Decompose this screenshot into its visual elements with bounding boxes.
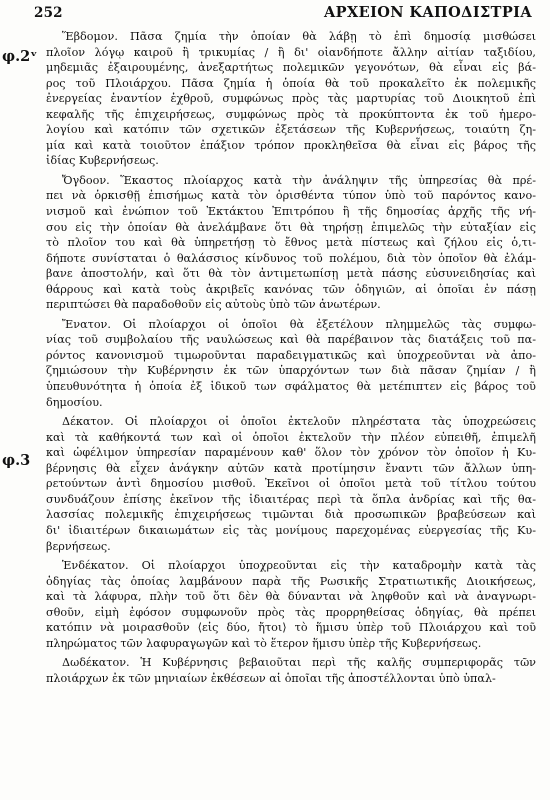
paragraph bbox=[46, 414, 536, 554]
text-line: ὑπευθυνότητα ἡ ὁποία ἐξ ἰδικοῦ των σφάλματος θὰ μετέπιπτεν εἰς βάρος τοῦ bbox=[46, 380, 536, 394]
paragraph bbox=[46, 317, 536, 410]
text-line: κατόπιν νὰ μοιρασθοῦν ⟨εἰς δύο, ἤτοι⟩ τὸ ἥμισυ ὑπὲρ τοῦ Πλοιάρχου καὶ τοῦ bbox=[46, 621, 536, 635]
text-line: Ἔνατον. Οἱ πλοίαρχοι οἱ ὁποῖοι θὰ ἐξετέλουν πλημμελῶς τὰς συμφω- bbox=[62, 317, 536, 331]
text-line: τὸ πλοῖον του καὶ θὰ ὑπηρετήσῃ τὸ ἔθνος μετὰ πίστεως καὶ ζήλου εἰς ὁ,τι- bbox=[46, 236, 536, 250]
text-line: πλοῖον λόγῳ καιροῦ ἢ τρικυμίας / ἢ δι' οἱανδήποτε ἄλλην αἰτίαν ταξιδίου, bbox=[46, 45, 536, 59]
text-line: ρετούντων ἀντὶ δημοσίου μισθοῦ. Ἐκεῖνοι οἱ ὁποῖοι μετὰ τοῦ τίτλου τούτου bbox=[46, 477, 536, 491]
text-line: καὶ τὰ λάφυρα, πλὴν τοῦ ὅτι δὲν θὰ δύνανται νὰ ληφθοῦν καὶ νὰ ἀναγνωρι- bbox=[46, 590, 536, 604]
text-line: νίας τοῦ συμβολαίου τῆς ναυλώσεως καὶ θὰ παρέβαινον τὰς διατάξεις τοῦ πα- bbox=[46, 333, 536, 347]
text-line: περιπτώσει θὰ παραδοθοῦν εἰς αὐτοὺς ὑπὸ τῶν ἀνωτέρων. bbox=[46, 298, 381, 312]
text-line: λογίου καὶ κατόπιν τῶν σχετικῶν ἐξετάσεων τῆς Κυβερνήσεως, τοιαύτη ζη- bbox=[46, 123, 536, 137]
text-line: συνδυάζουν ἐπίσης ἐκεῖνον τῆς ἰδιαιτέρας περὶ τὰ ὅπλα ἀνδρίας καὶ τῆς θα- bbox=[46, 492, 536, 506]
page-header bbox=[34, 4, 532, 24]
text-line: ζημιώσουν τὴν Κυβέρνησιν ἐκ τῶν ὑπαρχόντων των διὰ πᾶσαν ζημίαν / ἢ bbox=[46, 364, 536, 378]
text-line: Ἕβδομον. Πᾶσα ζημία τὴν ὁποίαν θὰ λάβῃ τὸ ἐπὶ δημοσίᾳ μισθώσει bbox=[62, 30, 536, 43]
text-line: κεφαλῆς τῆς ἐπιχειρήσεως, συμφώνως πρὸς τὰ προκύπτοντα ἐκ τοῦ ἡμερο- bbox=[46, 107, 536, 121]
text-line: ὁδηγίας τὰς ὁποίας λαμβάνουν παρὰ τῆς Ρωσικῆς Στρατιωτικῆς Διοικήσεως, bbox=[46, 574, 536, 588]
text-line: Δέκατον. Οἱ πλοίαρχοι οἱ ὁποῖοι ἐκτελοῦν πληρέστατα τὰς ὑποχρεώσεις bbox=[62, 415, 536, 429]
text-line: ἐνεργείας ἐναντίον ἐχθροῦ, συμφώνως πρὸς τὰς μαρτυρίας τοῦ Διοικητοῦ ἐπὶ bbox=[46, 92, 536, 106]
text-line: βανε ἀποστολήν, καὶ ὅτι θὰ τὸν ἀντιμετωπίσῃ μετὰ πάσης εὐσυνειδησίας καὶ bbox=[46, 267, 536, 281]
text-line: καὶ ὠφέλιμον ὑπηρεσίαν παραμένουν καθ' ὅλον τὸν χρόνον τὸν ὁποῖον ἡ Κυ- bbox=[46, 446, 536, 460]
text-line: καὶ τὰ καθήκοντά των καὶ οἱ ὁποῖοι ἐκτελοῦν τὴν πλέον εὐπειθῆ, ἐπιμελῆ bbox=[46, 430, 536, 444]
page-number: 252 bbox=[34, 5, 63, 21]
text-line: Ὄγδοον. Ἕκαστος πλοίαρχος κατὰ τὴν ἀνάληψιν τῆς ὑπηρεσίας θὰ πρέ- bbox=[62, 173, 536, 187]
body-text bbox=[46, 29, 536, 690]
text-line: ἰδίας Κυβερνήσεως. bbox=[46, 154, 159, 168]
paragraph bbox=[46, 173, 536, 313]
text-line: ρόντος κανονισμοῦ τιμωροῦνται παραδειγματικῶς καὶ ὑποχρεοῦνται νὰ ἀπο- bbox=[46, 348, 536, 362]
folio-note-2v: φ.2ᵛ bbox=[2, 48, 38, 65]
text-line: σου εἰς τὴν ὁποίαν θὰ ἀνελάμβανε ὅτι θὰ τηρήσῃ ἐπιμελῶς τὴν εὐταξίαν εἰς bbox=[46, 220, 536, 234]
text-line: μία καὶ κατὰ τοιοῦτον ἐπάξιον τρόπον προκληθεῖσα θὰ εἶναι εἰς βάρος τῆς bbox=[46, 138, 536, 152]
text-line: πλοιάρχων ἐκ τῶν μηνιαίων ἐκθέσεων αἱ ὁποῖαι τῆς ἀποστέλλονται ὑπὸ ὑπαλ- bbox=[46, 671, 496, 685]
text-line: δημοσίου. bbox=[46, 395, 103, 409]
paragraph bbox=[46, 558, 536, 651]
text-line: θάρρους καὶ κατὰ τοὺς ἀκριβεῖς κανόνας τῶν ὁδηγιῶν, αἱ ὁποῖαι ἐν πάσῃ bbox=[46, 282, 536, 296]
text-line: σθοῦν, εἰμὴ ἐφόσον συμφωνοῦν πρὸς τὰς προρρηθείσας ὁδηγίας, θὰ πρέπει bbox=[46, 605, 536, 619]
text-line: ρος τοῦ Πλοιάρχου. Πᾶσα ζημία ἡ ὁποία θὰ τοῦ προκαλεῖτο ἐκ πολεμικῆς bbox=[46, 76, 536, 90]
text-line: Ἑνδέκατον. Οἱ πλοίαρχοι ὑποχρεοῦνται εἰς τὴν καταδρομὴν κατὰ τὰς bbox=[62, 559, 536, 573]
text-line: δι' ἰδιαιτέρων δικαιωμάτων εἰς τὰς μονίμους παρεχομένας εὐεργεσίας τῆς Κυ- bbox=[46, 523, 536, 537]
running-title: ΑΡΧΕΙΟΝ ΚΑΠΟΔΙΣΤΡΙΑ bbox=[324, 4, 532, 21]
paragraph bbox=[46, 29, 536, 169]
text-line: μηδεμιᾶς ἐξαιρουμένης, ἀνεξαρτήτως πολεμικῶν γεγονότων, θὰ εἶναι εἰς βά- bbox=[46, 61, 536, 75]
text-line: βέρνησις θὰ εἶχεν ἀνάγκην αὐτῶν κατὰ προτίμησιν ἔναντι τῶν ἄλλων ὑπη- bbox=[46, 461, 536, 475]
text-line: βερνήσεως. bbox=[46, 539, 111, 553]
text-line: νισμοῦ καὶ ἐνώπιον τοῦ Ἐκτάκτου Ἐπιτρόπου ἢ τῆς δημοσίας ἀρχῆς τῆς νή- bbox=[46, 205, 536, 219]
text-line: πει νὰ ὁρκισθῇ ἐπισήμως κατὰ τὸν ὁρισθέντα τύπον ὑπὸ τοῦ παρόντος κανο- bbox=[46, 189, 536, 203]
folio-note-3: φ.3 bbox=[2, 452, 31, 469]
text-line: λασσίας πολεμικῆς ἐπιχειρήσεως τιμῶνται διὰ προσωπικῶν βραβεύσεων καὶ bbox=[46, 508, 536, 522]
paragraph bbox=[46, 655, 536, 686]
text-line: Δωδέκατον. Ἡ Κυβέρνησις βεβαιοῦται περὶ τῆς καλῆς συμπεριφορᾶς τῶν bbox=[62, 656, 536, 670]
text-line: πληρώματος τῶν λαφυραγωγῶν καὶ τὸ ἕτερον ἥμισυ ὑπὲρ τῆς Κυβερνήσεως. bbox=[46, 636, 482, 650]
text-line: δήποτε συνίσταται ὁ θαλάσσιος κίνδυνος τοῦ πολέμου, διὰ τὸν ὁποῖον θὰ ἐλάμ- bbox=[46, 251, 536, 265]
